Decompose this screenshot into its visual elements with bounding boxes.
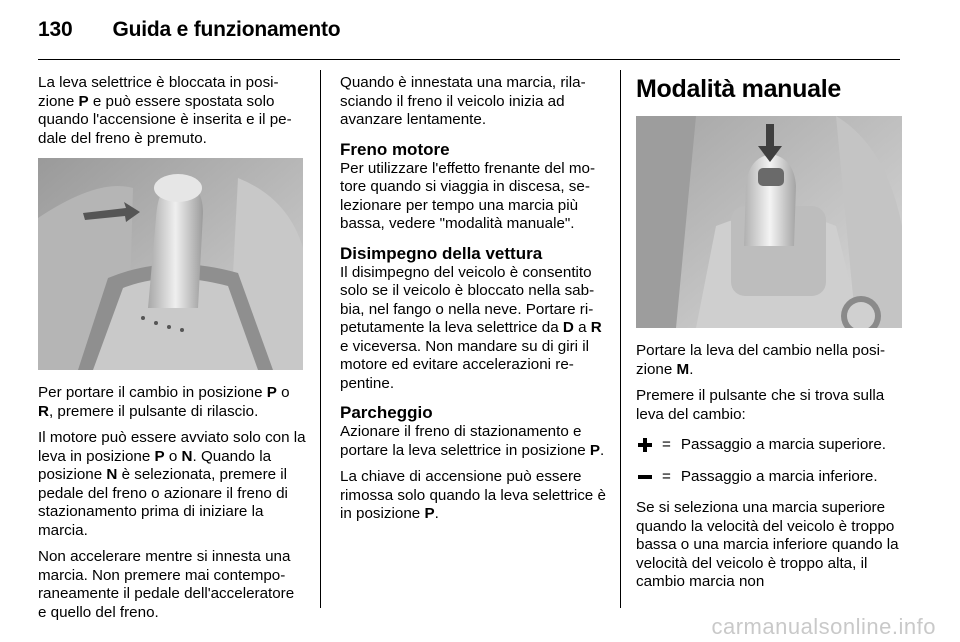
paragraph: Per utilizzare l'effetto frenante del motore quando si viaggia in discesa, selezionare per tempo una marcia più bassa, vedere "modalità manuale". [340, 159, 596, 232]
bold-marker: P [589, 441, 601, 459]
column-divider-2 [620, 70, 621, 608]
paragraph: La leva selettrice è bloccata in posizione P e può essere spostata solo quando l'accensione è inserita e il pedale del freno è premuto. [38, 74, 292, 147]
bold-marker: P [266, 384, 277, 401]
manual-mode-photo [636, 116, 902, 328]
legend-equals: = [662, 436, 671, 453]
paragraph: Premere il pulsante che si trova sulla leva del cambio: [636, 387, 885, 423]
column-divider-1 [320, 70, 321, 608]
bold-marker: P [424, 505, 435, 522]
legend-row-upshift [636, 436, 902, 455]
minus-icon [636, 468, 654, 486]
bold-marker: N [106, 466, 118, 483]
paragraph: Per portare il cambio in posizione P o R, premere il pulsante di rilascio. [38, 384, 290, 420]
bold-marker: R [590, 319, 602, 336]
column-right [636, 74, 902, 600]
heading-disimpegno: Disimpegno della vettura [340, 243, 543, 263]
paragraph: La chiave di accensione può essere rimossa solo quando la leva selettrice è in posizione P. [340, 468, 606, 522]
bold-marker: N [181, 447, 193, 465]
bold-marker: R [38, 402, 49, 420]
paragraph: Non accelerare mentre si innesta una marcia. Non premere mai contemporaneamente il pedale dell'acceleratore e quello del freno. [38, 548, 295, 621]
bold-marker: P [154, 447, 165, 465]
paragraph: Azionare il freno di stazionamento e portare la leva selettrice in posizione P. [340, 423, 605, 459]
paragraph: Se si seleziona una marcia superiore quando la velocità del veicolo è troppo bassa o una marcia inferiore quando la velocità del veicolo è troppo alta, il cambio marcia non [636, 499, 899, 590]
page-number: 130 [38, 18, 73, 41]
plus-icon [636, 436, 654, 454]
section-title: Modalità manuale [636, 75, 841, 103]
header-rule [38, 59, 900, 60]
column-left [38, 74, 306, 630]
column-middle [340, 74, 606, 532]
heading-freno-motore: Freno motore [340, 139, 450, 159]
page-header-title: Guida e funzionamento [112, 18, 341, 41]
bold-marker: D [562, 319, 574, 336]
paragraph: Il motore può essere avviato solo con la leva in posizione P o N. Quando la posizione N è selezionata, premere il pedale del freno o azionare il freno di stazionamento prima di iniziare la marcia. [38, 429, 306, 539]
paragraph: Quando è innestata una marcia, rilasciando il freno il veicolo inizia ad avanzare lentamente. [340, 74, 586, 128]
legend-text: Passaggio a marcia superiore. [680, 436, 887, 453]
heading-parcheggio: Parcheggio [340, 403, 433, 422]
paragraph: Portare la leva del cambio nella posizione M. [636, 342, 886, 378]
gear-lever-photo [38, 158, 303, 370]
bold-marker: M [676, 360, 690, 378]
page-header [38, 18, 340, 42]
legend-list [636, 436, 902, 486]
legend-row-downshift [636, 468, 902, 487]
legend-text: Passaggio a marcia inferiore. [680, 467, 878, 485]
legend-equals: = [662, 467, 671, 485]
bold-marker: P [78, 92, 89, 110]
paragraph: Il disimpegno del veicolo è consentito solo se il veicolo è bloccato nella sabbia, nel fango o nella neve. Portare ripetutamente la leva selettrice da D a R e viceversa. Non mandare su di giri il motore ed evitare accelerazioni repentine. [340, 263, 602, 392]
watermark: carmanualsonline.info [711, 614, 936, 639]
